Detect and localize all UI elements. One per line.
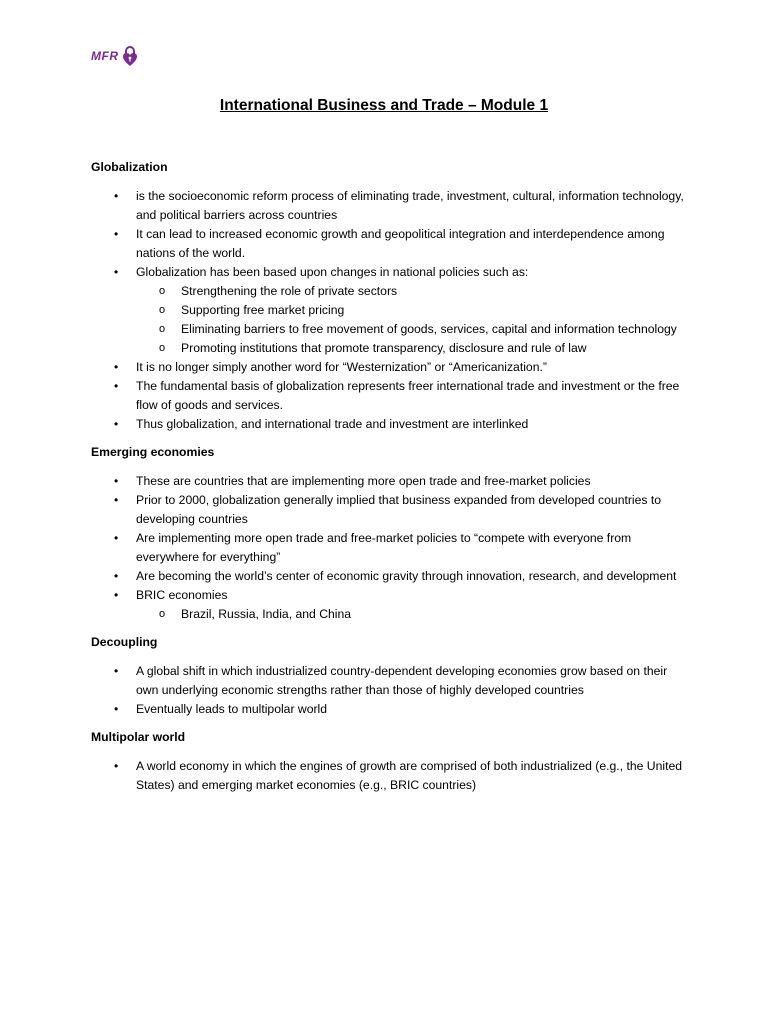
list-item: • The fundamental basis of globalization represents freer international trade and investment or the free flow of goods and services. — [91, 377, 691, 415]
section-globalization — [91, 158, 691, 434]
sub-list — [136, 605, 691, 624]
sub-list-item: o Supporting free market pricing — [136, 301, 691, 320]
list-item: • It is no longer simply another word for “Westernization” or “Americanization.” — [91, 358, 691, 377]
logo-text: MFR — [91, 49, 119, 63]
lock-heart-icon — [122, 45, 138, 67]
document-body — [91, 158, 691, 804]
list-item: • Eventually leads to multipolar world — [91, 700, 691, 719]
sub-list-item: o Brazil, Russia, India, and China — [136, 605, 691, 624]
list-item: • A global shift in which industrialized country-dependent developing economies grow based on their own underlying economic strengths rather than those of highly developed countries — [91, 662, 691, 700]
section-heading: Decoupling — [91, 635, 158, 649]
sub-list-item: o Eliminating barriers to free movement of goods, services, capital and information technology — [136, 320, 691, 339]
section-multipolar-world — [91, 728, 691, 795]
logo — [91, 44, 138, 68]
sub-list-item: o Promoting institutions that promote transparency, disclosure and rule of law — [136, 339, 691, 358]
section-heading: Emerging economies — [91, 445, 215, 459]
list-item: • These are countries that are implementing more open trade and free-market policies — [91, 472, 691, 491]
section-emerging-economies — [91, 443, 691, 624]
bullet-list — [91, 187, 691, 434]
bullet-list — [91, 472, 691, 624]
list-item — [91, 586, 691, 624]
section-heading: Globalization — [91, 160, 168, 174]
section-heading: Multipolar world — [91, 730, 186, 744]
section-decoupling — [91, 633, 691, 719]
list-item: • Thus globalization, and international trade and investment are interlinked — [91, 415, 691, 434]
list-item: • A world economy in which the engines of growth are comprised of both industrialized (e.g., the United States) and emerging market economies (e.g., BRIC countries) — [91, 757, 691, 795]
list-item-text: BRIC economies — [136, 588, 228, 602]
list-item — [91, 263, 691, 358]
list-item-text: Globalization has been based upon changes in national policies such as: — [136, 265, 529, 279]
sub-list-item: o Strengthening the role of private sectors — [136, 282, 691, 301]
list-item: • is the socioeconomic reform process of eliminating trade, investment, cultural, information technology, and political barriers across countries — [91, 187, 691, 225]
list-item: • Are becoming the world’s center of economic gravity through innovation, research, and development — [91, 567, 691, 586]
list-item: • It can lead to increased economic growth and geopolitical integration and interdependence among nations of the world. — [91, 225, 691, 263]
bullet-list — [91, 757, 691, 795]
list-item: • Prior to 2000, globalization generally implied that business expanded from developed countries to developing countries — [91, 491, 691, 529]
bullet-list — [91, 662, 691, 719]
page-title: International Business and Trade – Module 1 — [219, 97, 549, 114]
list-item: • Are implementing more open trade and free-market policies to “compete with everyone from everywhere for everything” — [91, 529, 691, 567]
sub-list — [136, 282, 691, 358]
